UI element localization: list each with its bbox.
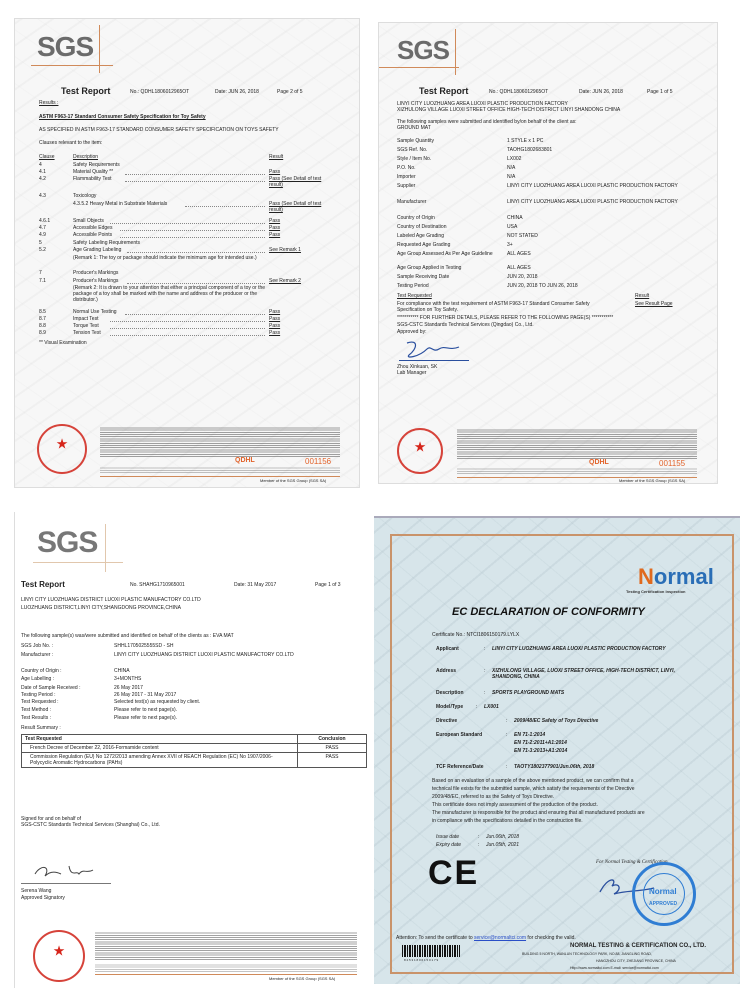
approved-stamp-icon: Normal APPROVED bbox=[632, 862, 696, 926]
report-title: Test Report bbox=[419, 86, 469, 96]
company-address: LUOZHUANG DISTRICT,LINYI CITY,SHANGDONG PROVINCE,CHINA bbox=[21, 605, 181, 611]
result-summary-label: Result Summary : bbox=[21, 725, 61, 731]
approved-by: Approved by: bbox=[397, 329, 427, 335]
intro-text: The following samples were submitted and identified by/on behalf of the client as: bbox=[397, 119, 577, 125]
normal-brand-logo: Normal bbox=[638, 564, 714, 589]
report-date: Date: JUN 26, 2018 bbox=[579, 89, 623, 95]
signer-title: Lab Manager bbox=[397, 370, 427, 376]
attention-text: Attention: To send the certificate to service@normaltci.com for checking the valid. bbox=[396, 935, 576, 941]
official-seal-icon: ★ bbox=[397, 428, 443, 474]
company-name: LINYI CITY LUOZHUANG DISTRICT LUOXI PLASTIC MANUFACTORY CO.LTD bbox=[21, 597, 201, 603]
intro-text: The following sample(s) was/were submitted and identified on behalf of the clients as : EVA MAT bbox=[21, 633, 234, 639]
report-number: No. SHAHG1710965001 bbox=[130, 582, 185, 588]
signer-title: Approved Signatory bbox=[21, 895, 65, 901]
official-seal-icon: ★ bbox=[37, 424, 87, 474]
report-page: Page 1 of 5 bbox=[647, 89, 673, 95]
for-normal-label: For Normal Testing & Certification bbox=[596, 860, 668, 865]
terms-fine-print bbox=[100, 427, 340, 457]
ce-mark-icon: CE bbox=[428, 854, 480, 892]
compliance-text: For compliance with the test requirement of ASTM F963-17 Standard Consumer Safety Specification on Toy Safety. bbox=[397, 301, 590, 313]
report-date: Date: JUN 26, 2018 bbox=[215, 89, 259, 95]
lab-name: SGS-CSTC Standards Technical Services (Qingdao) Co., Ltd. bbox=[397, 322, 534, 328]
results-label: Results : bbox=[39, 100, 59, 106]
serial-number: 001155 bbox=[659, 459, 686, 468]
signer-name: Zhou Xinkuan, SK bbox=[397, 364, 438, 370]
terms-fine-print bbox=[95, 932, 357, 960]
company-address: XIZHULONG VILLAGE LUOXI STREET OFFICE HIGH-TECH DISTRICT LINYI SHANDONG CHINA bbox=[397, 107, 621, 113]
signature bbox=[399, 337, 469, 361]
member-note: Member of the SGS Group (SGS SA) bbox=[260, 478, 327, 483]
expiry-date-label: Expiry date bbox=[436, 842, 462, 848]
signature bbox=[21, 860, 111, 884]
company-name: LINYI CITY LUOZHUANG AREA LUOXI PLASTIC PRODUCTION FACTORY bbox=[397, 101, 568, 107]
terms-fine-print bbox=[457, 429, 697, 459]
sgs-report-eva-mat: SGS Test Report No. SHAHG1710965001 Date: 31 May 2017 Page 1 of 3 LINYI CITY LUOZHUANG DISTRICT LUOXI PLASTIC MANUFACTORY CO.LTD LUOZHUANG DISTRICT,LINYI CITY,SHANGDONG PROVINCE,CHINA The following sample(s) was/were submitted and identified on behalf of the clients as : EVA MAT SGS Job No. : SHHL1705025555SD - SH Manufacturer : LINYI CITY LUOZHUANG DISTRICT LUOXI PLASTIC MANUFACTORY CO.LTD Country of Origin : CHINA Age Labelling : 3+MONTHS Date of Sample Received : 26 May 2017 Testing Period : 26 May 2017 - 31 May 2017 Test Requested : Selected test(s) as requested by client. Test Method : Please refer to next page(s). Test Results : Please refer to next page(s). Result Summary : Test Requested Conclusion French Decree of December 22, 2016-Formamide content PASS Commission Regulation (EU) No 1272/2013 amending Annex XVII of REACH Regulation (EC) No 1907/2006- Polycyclic Aromatic Hydrocarbons (PAHs) PASS Signed for and on behalf of SGS-CSTC Standards Technical Services (Shanghai) Co., Ltd. Serena Wang Approved Signatory ★ Member of the SGS Group (SGS SA) bbox=[14, 512, 369, 988]
member-note: Member of the SGS Group (SGS SA) bbox=[619, 478, 686, 483]
barcode-number: 8 4 5 3 1 8 0 6 1 5 0 1 7 9 bbox=[404, 958, 439, 962]
issuer-company: NORMAL TESTING & CERTIFICATION CO., LTD. bbox=[570, 943, 706, 949]
report-number: No.: QDHL1806012965OT bbox=[489, 89, 549, 95]
report-page: Page 1 of 3 bbox=[315, 582, 341, 588]
sgs-logo: SGS bbox=[37, 526, 97, 560]
further-details: *********** FOR FURTHER DETAILS, PLEASE REFER TO THE FOLLOWING PAGE(S) *********** bbox=[397, 315, 614, 321]
col-clause: Clause bbox=[39, 154, 55, 160]
clauses-label: Clauses relevant to the item: bbox=[39, 140, 103, 146]
issue-date: Jun.06th, 2018 bbox=[486, 834, 520, 840]
sgs-report-page-1: SGS Test Report No.: QDHL1806012965OT Date: JUN 26, 2018 Page 1 of 5 LINYI CITY LUOZHUANG AREA LUOXI PLASTIC PRODUCTION FACTORY XIZHULONG VILLAGE LUOXI STREET OFFICE HIGH-TECH DISTRICT LINYI SHANDONG CHINA The following samples were submitted and identified by/on behalf of the client as: GROUND MAT Sample Quantity 1 STYLE x 1 PC SGS Ref. No. TAOHG1802683801 Style / Item No. LX002 P.O. No. N/A Importer N/A Supplier LINYI CITY LUOZHUANG AREA LUOXI PLASTIC PRODUCTION FACTORY Manufacturer LINYI CITY LUOZHUANG AREA LUOXI PLASTIC PRODUCTION FACTORY Country of Origin CHINA Country of Destination USA Labeled Age Grading NOT STATED Requested Age Grading 3+ Age Group Assessed As Per Age Guideline ALL AGES Age Group Applied in Testing ALL AGES Sample Receiving Date JUN 20, 2018 Testing Period JUN 20, 2018 TO JUN 26, 2018 Test Requested Result For compliance with the test requirement of ASTM F963-17 Standard Consumer Safety Specification on Toy Safety. See Result Page *********** FOR FURTHER DETAILS, PLEASE REFER TO THE FOLLOWING PAGE(S) *********** SGS-CSTC Standards Technical Services (Qingdao) Co., Ltd. Approved by: Zhou Xinkuan, SK Lab Manager ★ QDHL 001155 Member of the SGS Group (SGS SA) bbox=[378, 22, 718, 484]
signed-for: Signed for and on behalf of bbox=[21, 816, 82, 822]
table-row: French Decree of December 22, 2016-Formamide content PASS bbox=[22, 744, 367, 753]
issue-date-label: Issue date bbox=[436, 834, 460, 840]
official-seal-icon: ★ bbox=[33, 930, 85, 982]
col-result: Result bbox=[269, 154, 284, 160]
serial-number: 001156 bbox=[305, 457, 332, 466]
sgs-logo: SGS bbox=[397, 35, 449, 66]
lab-name: SGS-CSTC Standards Technical Services (Shanghai) Co., Ltd. bbox=[21, 822, 160, 828]
as-specified: AS SPECIFIED IN ASTM F963-17 STANDARD CONSUMER SAFETY SPECIFICATION ON TOYS SAFETY bbox=[39, 127, 279, 133]
see-result-link: See Result Page bbox=[635, 301, 673, 307]
col-description: Description bbox=[73, 154, 99, 160]
standard-title: ASTM F963-17 Standard Consumer Safety Specification for Toy Safety bbox=[39, 114, 206, 120]
product-name: GROUND MAT bbox=[397, 125, 431, 131]
report-number: No.: QDHL1806012965OT bbox=[130, 89, 190, 95]
signer-name: Serena Wang bbox=[21, 888, 52, 894]
ec-declaration-certificate: Normal Testing Certification Inspection EC DECLARATION OF CONFORMITY Certificate No.: NTCI1806150179.LYLX Applicant : LINYI CITY LUOZHUANG AREA LUOXI PLASTIC PRODUCTION FACTORY Address : XIZHULONG VILLAGE, LUOXI STREET OFFICE, HIGH-TECH DISTRICT, LINYI, SHANDONG, CHINA Description : SPORTS PLAYGROUND MATS Model/Type : LX001 Directive : 2009/48/EC Safety of Toys Directive European Standard : EN 71-1:2014 EN 71-2:2011+A1:2014 EN 71-3:2013+A1:2014 TCF Reference/Date : TAOTY1802377901/Jun.06th, 2018 Based on an evaluation of a sample of the above mentioned product, we can confirm that a technical file exists for the submitted sample, which satisfy the requirements of the Directive 2009/48/EC, referred to as the Safety of Toys Directive. This certificate does not imply assessment of the production of the product. The manufacturer is responsible for the product and ensuring that all manufactured products are in compliance with the specifications detailed in the construction file. Issue date : Jun.06th, 2018 Expiry date : Jun.05th, 2021 CE For Normal Testing & Certification Normal APPROVED Attention: To send the certificate to service@normaltci.com for checking the valid. 8 4 5 3 1 8 0 6 1 5 0 1 7 9 NORMAL TESTING & CERTIFICATION CO., LTD. BUILDING 5 NORTH, WANLUN TECHNOLOGY PARK, NO.88, JIANGLING ROAD, HANGZHOU CITY, ZHEJIANG PROVINCE, CHINA Http://www.normaltci.com E-mail: service@normaltci.com bbox=[374, 516, 740, 984]
expiry-date: Jun.05th, 2021 bbox=[486, 842, 520, 848]
issuer-address: BUILDING 5 NORTH, WANLUN TECHNOLOGY PARK, NO.88, JIANGLING ROAD, bbox=[522, 952, 652, 956]
sgs-report-page-2: SGS Test Report No.: QDHL1806012965OT Date: JUN 26, 2018 Page 2 of 5 Results : ASTM F963-17 Standard Consumer Safety Specification for Toy Safety AS SPECIFIED IN ASTM F963-17 STANDARD CONSUMER SAFETY SPECIFICATION ON TOYS SAFETY Clauses relevant to the item: Clause Description Result 4 Safety Requirements 4.1 Material Quality ** Pass 4.2 Flammability Test Pass (See Detail of test result) 4.3 Toxicology 4.3.5.2 Heavy Metal in Substrate Materials Pass (See Detail of test result) 4.6.1 Small Objects Pass 4.7 Accessible Edges Pass 4.9 Accessible Points Pass 5 Safety Labeling Requirements 5.2 Age Grading Labeling See Remark 1 (Remark 1: The toy or package should indicate the minimum age for intended use.) 7 Producer's Markings 7.1 Producer's Markings See Remark 2 (Remark 2: It is drawn to your attention that either a principal component of a toy or the package of a toy shall be marked with the name and address of the producer or the distributor.) 8.5 Normal Use Testing Pass 8.7 Impact Test Pass 8.8 Torque Test Pass 8.9 Tension Test Pass ** Visual Examination ★ QDHL 001156 Member of the SGS Group (SGS SA) bbox=[14, 18, 360, 488]
certificate-number: Certificate No.: NTCI1806150179.LYLX bbox=[432, 632, 520, 638]
result-summary-table: Test Requested Conclusion French Decree of December 22, 2016-Formamide content PASS Commission Regulation (EU) No 1272/2013 amending Annex XVII of REACH Regulation (EC) No 1907/2006- Polycyclic Aromatic Hydrocarbons (PAHs) PASS bbox=[21, 734, 367, 768]
issuer-contact: Http://www.normaltci.com E-mail: service@normaltci.com bbox=[570, 966, 659, 970]
report-title: Test Report bbox=[21, 580, 65, 589]
brand-tagline: Testing Certification Inspection bbox=[626, 589, 686, 594]
footnote: ** Visual Examination bbox=[39, 340, 87, 346]
table-row: Commission Regulation (EU) No 1272/2013 amending Annex XVII of REACH Regulation (EC) No 1907/2006- Polycyclic Aromatic Hydrocarbons (PAHs) PASS bbox=[22, 753, 367, 768]
test-requested-label: Test Requested bbox=[397, 293, 432, 299]
barcode-icon bbox=[402, 945, 460, 957]
certificate-title: EC DECLARATION OF CONFORMITY bbox=[452, 606, 645, 618]
sgs-logo: SGS bbox=[37, 31, 93, 63]
report-page: Page 2 of 5 bbox=[277, 89, 303, 95]
result-label: Result bbox=[635, 293, 650, 299]
report-title: Test Report bbox=[61, 86, 111, 96]
report-date: Date: 31 May 2017 bbox=[234, 582, 277, 588]
member-note: Member of the SGS Group (SGS SA) bbox=[269, 976, 336, 981]
service-email-link[interactable]: service@normaltci.com bbox=[474, 935, 527, 941]
